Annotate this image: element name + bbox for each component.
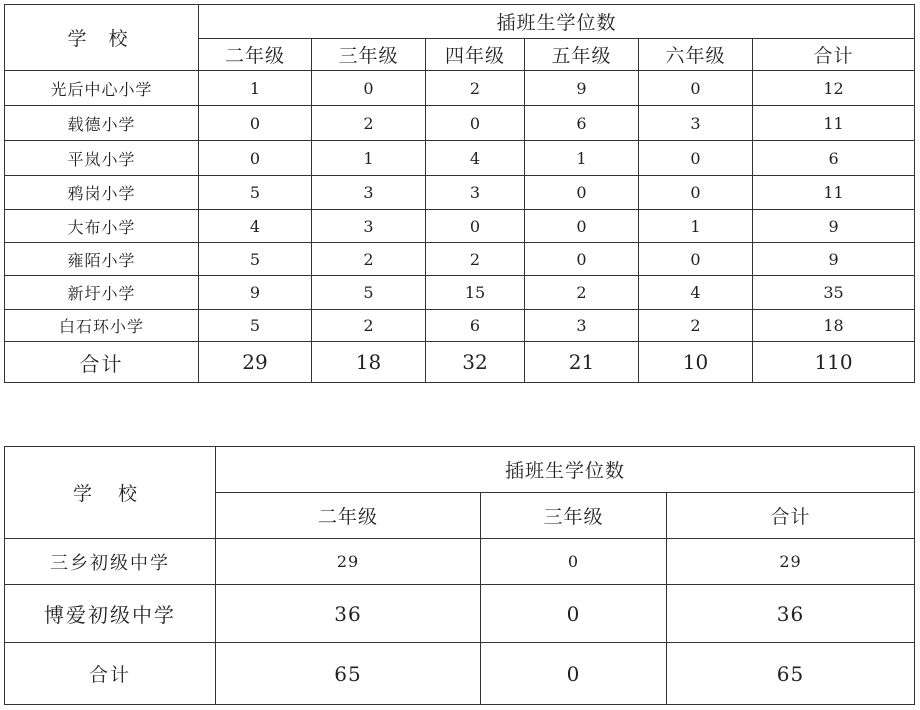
cell-value: 9 bbox=[199, 276, 312, 310]
cell-value: 5 bbox=[312, 276, 426, 310]
cell-value: 3 bbox=[312, 210, 426, 243]
cell-value: 1 bbox=[312, 141, 426, 176]
row-total: 11 bbox=[753, 106, 915, 141]
total-value: 0 bbox=[481, 643, 667, 705]
table-row bbox=[5, 310, 915, 342]
grade-header: 五年级 bbox=[525, 39, 639, 71]
cell-value: 5 bbox=[199, 243, 312, 276]
cell-value: 5 bbox=[199, 176, 312, 210]
row-total: 36 bbox=[667, 585, 915, 643]
cell-value: 1 bbox=[199, 71, 312, 106]
grade-header: 三年级 bbox=[481, 493, 667, 539]
table-row bbox=[5, 71, 915, 106]
cell-value: 0 bbox=[639, 141, 753, 176]
school-name: 新圩小学 bbox=[5, 276, 199, 310]
school-column-header: 学 校 bbox=[5, 447, 216, 539]
cell-value: 0 bbox=[199, 141, 312, 176]
cell-value: 2 bbox=[312, 106, 426, 141]
cell-value: 5 bbox=[199, 310, 312, 342]
cell-value: 2 bbox=[426, 243, 525, 276]
cell-value: 29 bbox=[216, 539, 481, 585]
row-total: 35 bbox=[753, 276, 915, 310]
school-name: 光后中心小学 bbox=[5, 71, 199, 106]
row-total: 11 bbox=[753, 176, 915, 210]
cell-value: 36 bbox=[216, 585, 481, 643]
total-label: 合计 bbox=[5, 342, 199, 383]
total-value: 21 bbox=[525, 342, 639, 383]
cell-value: 0 bbox=[525, 176, 639, 210]
school-name: 博爱初级中学 bbox=[5, 585, 216, 643]
cell-value: 0 bbox=[639, 71, 753, 106]
cell-value: 3 bbox=[525, 310, 639, 342]
cell-value: 0 bbox=[525, 243, 639, 276]
cell-value: 2 bbox=[312, 243, 426, 276]
cell-value: 4 bbox=[199, 210, 312, 243]
school-name: 三乡初级中学 bbox=[5, 539, 216, 585]
school-name: 雍陌小学 bbox=[5, 243, 199, 276]
places-group-header: 插班生学位数 bbox=[199, 5, 915, 39]
row-total: 6 bbox=[753, 141, 915, 176]
cell-value: 2 bbox=[639, 310, 753, 342]
grade-header: 四年级 bbox=[426, 39, 525, 71]
table-row bbox=[5, 141, 915, 176]
cell-value: 4 bbox=[639, 276, 753, 310]
cell-value: 1 bbox=[639, 210, 753, 243]
total-column-header: 合计 bbox=[753, 39, 915, 71]
cell-value: 0 bbox=[481, 585, 667, 643]
table-header-row bbox=[5, 447, 915, 493]
row-total: 29 bbox=[667, 539, 915, 585]
school-name: 白石环小学 bbox=[5, 310, 199, 342]
grand-total: 110 bbox=[753, 342, 915, 383]
cell-value: 0 bbox=[639, 176, 753, 210]
table-row bbox=[5, 243, 915, 276]
cell-value: 0 bbox=[525, 210, 639, 243]
total-column-header: 合计 bbox=[667, 493, 915, 539]
school-name: 载德小学 bbox=[5, 106, 199, 141]
cell-value: 3 bbox=[312, 176, 426, 210]
table-row bbox=[5, 585, 915, 643]
cell-value: 1 bbox=[525, 141, 639, 176]
cell-value: 0 bbox=[639, 243, 753, 276]
grade-header: 六年级 bbox=[639, 39, 753, 71]
cell-value: 15 bbox=[426, 276, 525, 310]
total-value: 10 bbox=[639, 342, 753, 383]
total-value: 18 bbox=[312, 342, 426, 383]
cell-value: 0 bbox=[199, 106, 312, 141]
total-value: 29 bbox=[199, 342, 312, 383]
table-header-row bbox=[5, 5, 915, 39]
school-name: 大布小学 bbox=[5, 210, 199, 243]
cell-value: 0 bbox=[426, 210, 525, 243]
cell-value: 3 bbox=[639, 106, 753, 141]
total-row bbox=[5, 342, 915, 383]
table-row bbox=[5, 539, 915, 585]
cell-value: 0 bbox=[481, 539, 667, 585]
grand-total: 65 bbox=[667, 643, 915, 705]
grade-header: 三年级 bbox=[312, 39, 426, 71]
grade-header: 二年级 bbox=[199, 39, 312, 71]
cell-value: 6 bbox=[525, 106, 639, 141]
cell-value: 2 bbox=[525, 276, 639, 310]
total-value: 65 bbox=[216, 643, 481, 705]
total-value: 32 bbox=[426, 342, 525, 383]
cell-value: 0 bbox=[426, 106, 525, 141]
cell-value: 4 bbox=[426, 141, 525, 176]
cell-value: 9 bbox=[525, 71, 639, 106]
row-total: 9 bbox=[753, 210, 915, 243]
cell-value: 3 bbox=[426, 176, 525, 210]
places-group-header: 插班生学位数 bbox=[216, 447, 915, 493]
primary-school-places-table bbox=[4, 4, 915, 383]
row-total: 12 bbox=[753, 71, 915, 106]
cell-value: 2 bbox=[312, 310, 426, 342]
total-label: 合计 bbox=[5, 643, 216, 705]
row-total: 9 bbox=[753, 243, 915, 276]
cell-value: 6 bbox=[426, 310, 525, 342]
total-row bbox=[5, 643, 915, 705]
grade-header: 二年级 bbox=[216, 493, 481, 539]
table-row bbox=[5, 106, 915, 141]
middle-school-places-table bbox=[4, 446, 915, 705]
school-column-header: 学 校 bbox=[5, 5, 199, 71]
row-total: 18 bbox=[753, 310, 915, 342]
table-row bbox=[5, 176, 915, 210]
table-row bbox=[5, 210, 915, 243]
school-name: 鸦岗小学 bbox=[5, 176, 199, 210]
cell-value: 0 bbox=[312, 71, 426, 106]
table-row bbox=[5, 276, 915, 310]
cell-value: 2 bbox=[426, 71, 525, 106]
school-name: 平岚小学 bbox=[5, 141, 199, 176]
